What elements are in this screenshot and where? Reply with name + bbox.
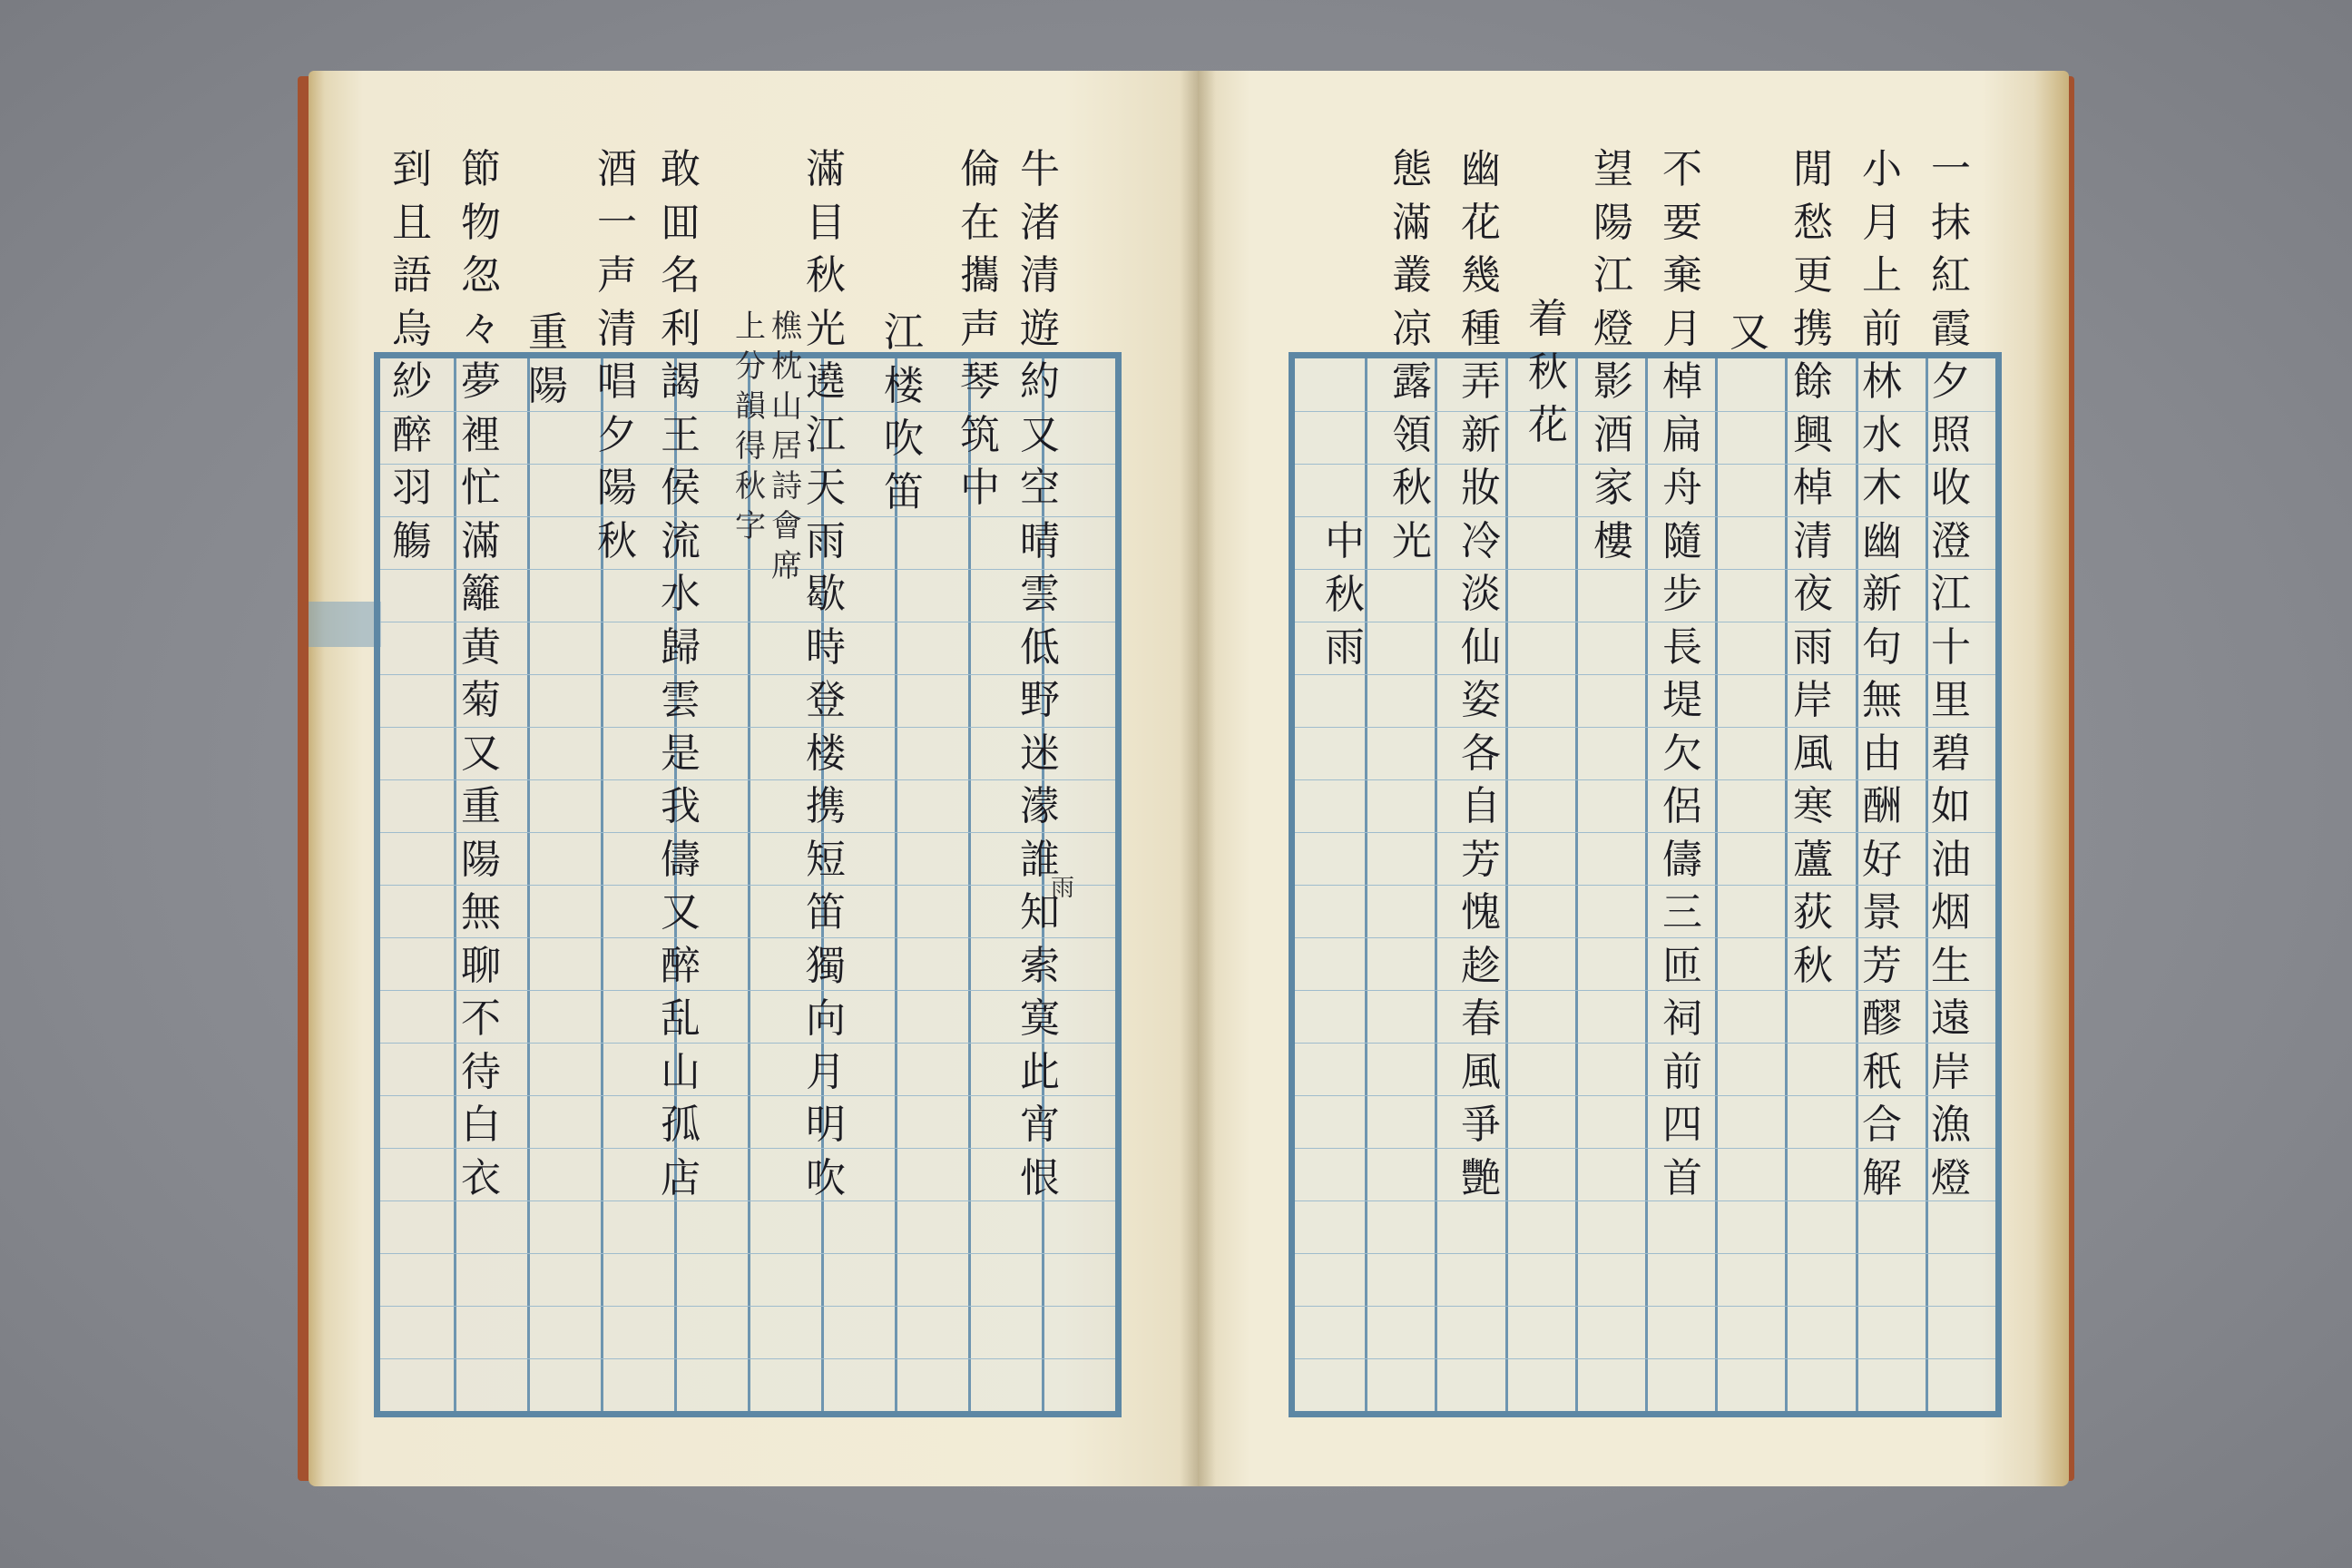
column-l3: 江 楼 吹 笛 bbox=[884, 309, 924, 515]
column-l6: 敢 囬 名 利 謁 王 侯 流 水 歸 雲 是 我 儔 又 醉 乱 山 孤 店 bbox=[661, 146, 701, 1201]
column-l2: 倫 在 攜 声 琴 筑 中 bbox=[960, 146, 1000, 511]
column-r8: 幽 花 幾 種 弄 新 妝 冷 淡 仙 姿 各 自 芳 愧 趁 春 風 爭 艷 bbox=[1461, 146, 1501, 1201]
column-l1: 牛 渚 清 遊 約 又 空 晴 雲 低 野 迷 濛 誰 知 索 寞 此 宵 恨 bbox=[1020, 146, 1060, 1201]
column-r4: 又 bbox=[1730, 309, 1769, 356]
book-spine bbox=[1180, 71, 1216, 1486]
grid-row-line bbox=[1295, 1253, 1995, 1254]
column-l4: 滿 目 秋 光 遶 江 天 雨 歇 時 登 楼 携 短 笛 獨 向 月 明 吹 bbox=[806, 146, 846, 1201]
grid-row-line bbox=[380, 1253, 1115, 1254]
column-r7: 着 秋 花 bbox=[1528, 296, 1568, 448]
grid-row-line bbox=[380, 1358, 1115, 1359]
column-r1: 一 抹 紅 霞 夕 照 收 澄 江 十 里 碧 如 油 烟 生 遠 岸 漁 燈 bbox=[1931, 146, 1971, 1201]
column-r2: 小 月 上 前 林 水 木 幽 新 句 無 由 酬 好 景 芳 醪 秖 合 解 bbox=[1862, 146, 1902, 1201]
column-r5: 不 要 棄 月 棹 扁 舟 隨 步 長 堤 欠 侶 儔 三 匝 祠 前 四 首 bbox=[1662, 146, 1702, 1201]
grid-row-line bbox=[1295, 1358, 1995, 1359]
column-l10: 到 且 語 烏 紗 醉 羽 觴 bbox=[392, 146, 432, 564]
column-l8: 重 陽 bbox=[528, 309, 568, 409]
column-l9: 節 物 忽 々 夢 裡 忙 滿 籬 黄 菊 又 重 陽 無 聊 不 待 白 衣 bbox=[461, 146, 501, 1201]
column-r9: 態 滿 叢 凉 露 領 秋 光 bbox=[1392, 146, 1432, 564]
column-r10: 中 秋 雨 bbox=[1325, 518, 1365, 671]
bleed-tab bbox=[309, 602, 381, 647]
subcolumn-1: 樵 枕 山 居 詩 會 席 bbox=[771, 309, 802, 584]
column-l5 bbox=[735, 307, 802, 586]
left-page[interactable] bbox=[309, 71, 1198, 1486]
grid-row-line bbox=[380, 1306, 1115, 1307]
column-l7: 酒 一 声 清 唱 夕 陽 秋 bbox=[597, 146, 637, 564]
grid-row-line bbox=[1295, 1306, 1995, 1307]
open-book bbox=[309, 71, 2069, 1486]
subcolumn-2: 上 分 韻 得 秋 字 bbox=[735, 309, 766, 544]
column-r6: 望 陽 江 燈 影 酒 家 樓 bbox=[1593, 146, 1633, 564]
right-page[interactable] bbox=[1198, 71, 2069, 1486]
margin-annotation: 雨 bbox=[1051, 875, 1075, 902]
column-r3: 閒 愁 更 携 餘 興 棹 清 夜 雨 岸 風 寒 蘆 荻 秋 bbox=[1793, 146, 1833, 989]
